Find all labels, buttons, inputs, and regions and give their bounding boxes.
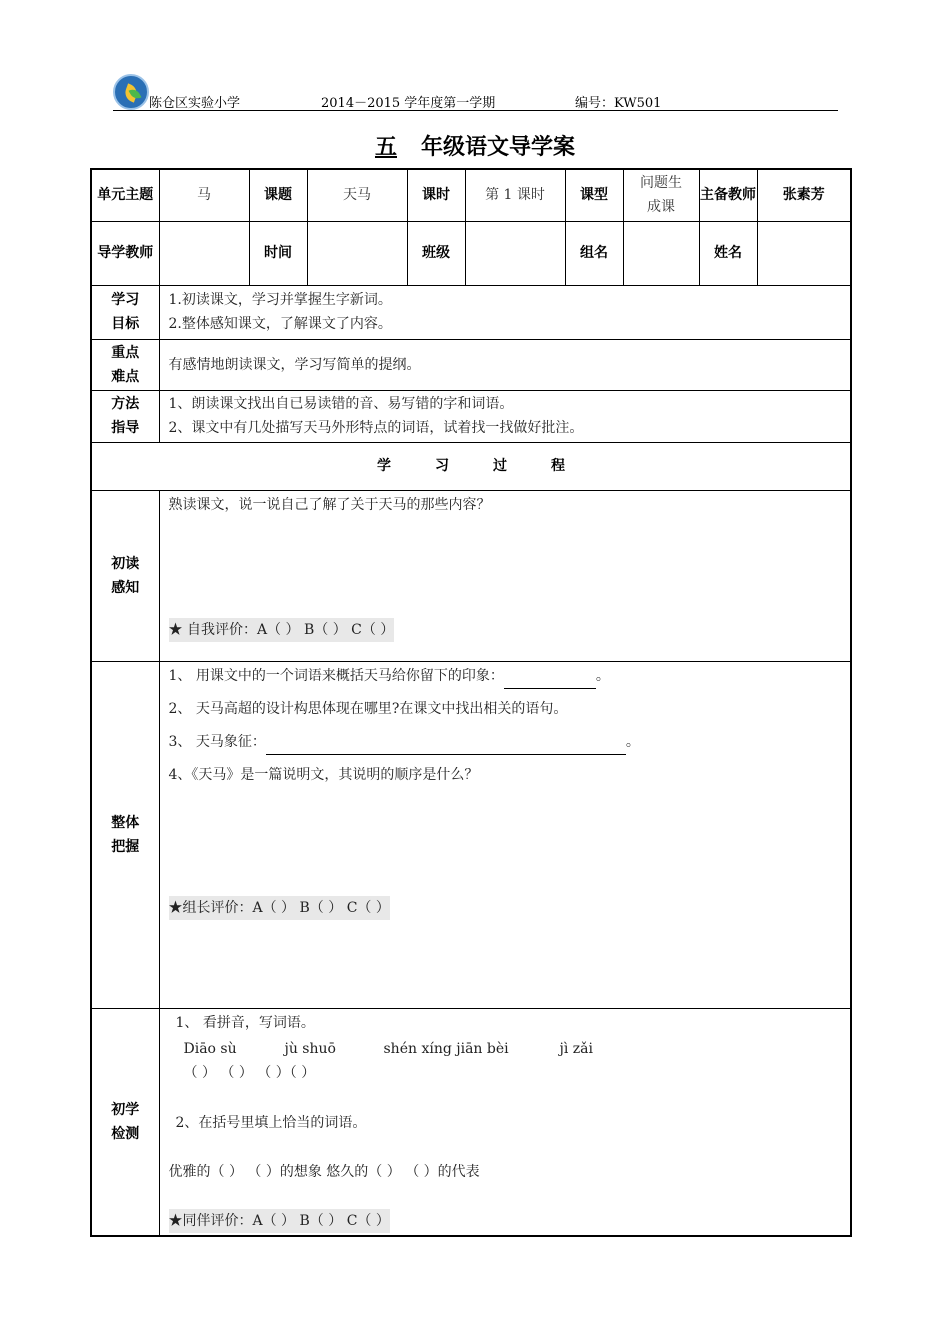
method-content (159, 390, 851, 442)
method-item: 2、课文中有几处描写天马外形特点的词语，试着找一找做好批注。 (168, 420, 584, 436)
process-char: 过 (493, 458, 507, 474)
pinyin-3: shén xíng jiān bèi (383, 1040, 509, 1057)
goal-item: 2.整体感知课文，了解课文了内容。 (168, 316, 392, 332)
process-char: 学 (377, 458, 391, 474)
goals-label: 学习目标 (91, 285, 159, 339)
page-header (113, 80, 838, 111)
school-logo-icon (113, 74, 149, 110)
pinyin-1: Diāo sù (183, 1040, 237, 1057)
goals-content (159, 285, 851, 339)
type-label: 课型 (565, 169, 623, 221)
group-value[interactable] (623, 221, 699, 285)
first-read-content (159, 490, 851, 661)
school-name: 陈仓区实验小学 (149, 96, 241, 111)
answer-blank[interactable] (266, 730, 626, 755)
class-label: 班级 (407, 221, 465, 285)
test-question-1: 1、 看拼音，写词语。 (175, 1014, 315, 1031)
overall-question-3 (169, 730, 640, 755)
peer-evaluation[interactable]: ★同伴评价：A（ ） B（ ） C（ ） (169, 1209, 390, 1233)
self-evaluation[interactable]: ★ 自我评价：A（ ） B（ ） C（ ） (169, 618, 395, 642)
group-label: 组名 (565, 221, 623, 285)
key-label: 重点难点 (91, 339, 159, 390)
answer-blank[interactable] (504, 664, 596, 689)
class-value[interactable] (465, 221, 565, 285)
guide-teacher-value[interactable] (159, 221, 249, 285)
document-code: 编号：KW501 (575, 96, 662, 111)
overall-question-2: 2、 天马高超的设计构思体现在哪里?在课文中找出相关的语句。 (168, 700, 568, 717)
grade-number: 五 (374, 135, 397, 160)
time-label: 时间 (249, 221, 307, 285)
title-text: 年级语文导学案 (421, 135, 576, 160)
name-label: 姓名 (699, 221, 757, 285)
unit-value: 马 (159, 169, 249, 221)
goal-item: 1.初读课文，学习并掌握生字新词。 (168, 292, 392, 308)
unit-label: 单元主题 (91, 169, 159, 221)
school-term: 2014－2015 学年度第一学期 (321, 96, 496, 111)
question-end: 。 (625, 733, 640, 750)
pinyin-answer-brackets[interactable]: （ ） （ ） （ ）（ ） (183, 1064, 316, 1081)
document-title (0, 130, 950, 161)
teacher-value: 张素芳 (757, 169, 851, 221)
process-char: 程 (551, 458, 565, 474)
pinyin-2: jù shuō (284, 1040, 336, 1057)
overall-question-1 (169, 664, 610, 689)
question-end: 。 (595, 667, 610, 684)
test-label: 初学检测 (91, 1008, 159, 1236)
lesson-label: 课题 (249, 169, 307, 221)
pinyin-4: jì zǎi (559, 1040, 593, 1057)
time-value[interactable] (307, 221, 407, 285)
key-content: 有感情地朗读课文，学习写简单的提纲。 (159, 339, 851, 390)
type-value: 问题生成课 (623, 169, 699, 221)
first-read-question: 熟读课文，说一说自己了解了关于天马的那些内容？ (168, 496, 491, 513)
lesson-value: 天马 (307, 169, 407, 221)
method-label: 方法指导 (91, 390, 159, 442)
leader-evaluation[interactable]: ★组长评价：A（ ） B（ ） C（ ） (169, 896, 390, 920)
first-read-label: 初读感知 (91, 490, 159, 661)
process-char: 习 (435, 458, 449, 474)
test-content (159, 1008, 851, 1236)
guide-teacher-label: 导学教师 (91, 221, 159, 285)
fill-in-words[interactable]: 优雅的（ ） （ ）的想象 悠久的（ ） （ ）的代表 (168, 1163, 480, 1180)
test-question-2: 2、在括号里填上恰当的词语。 (175, 1114, 367, 1131)
study-plan-table (90, 168, 852, 1237)
period-label: 课时 (407, 169, 465, 221)
overall-content (159, 661, 851, 1008)
overall-question-4: 4、《天马》是一篇说明文，其说明的顺序是什么？ (168, 766, 479, 783)
process-heading (91, 442, 851, 490)
period-value: 第 1 课时 (465, 169, 565, 221)
overall-label: 整体把握 (91, 661, 159, 1008)
question-text: 3、 天马象征： (168, 733, 266, 750)
name-value[interactable] (757, 221, 851, 285)
method-item: 1、朗读课文找出自已易读错的音、易写错的字和词语。 (168, 396, 514, 412)
question-text: 1、 用课文中的一个词语来概括天马给你留下的印象： (168, 667, 504, 684)
teacher-label: 主备教师 (699, 169, 757, 221)
